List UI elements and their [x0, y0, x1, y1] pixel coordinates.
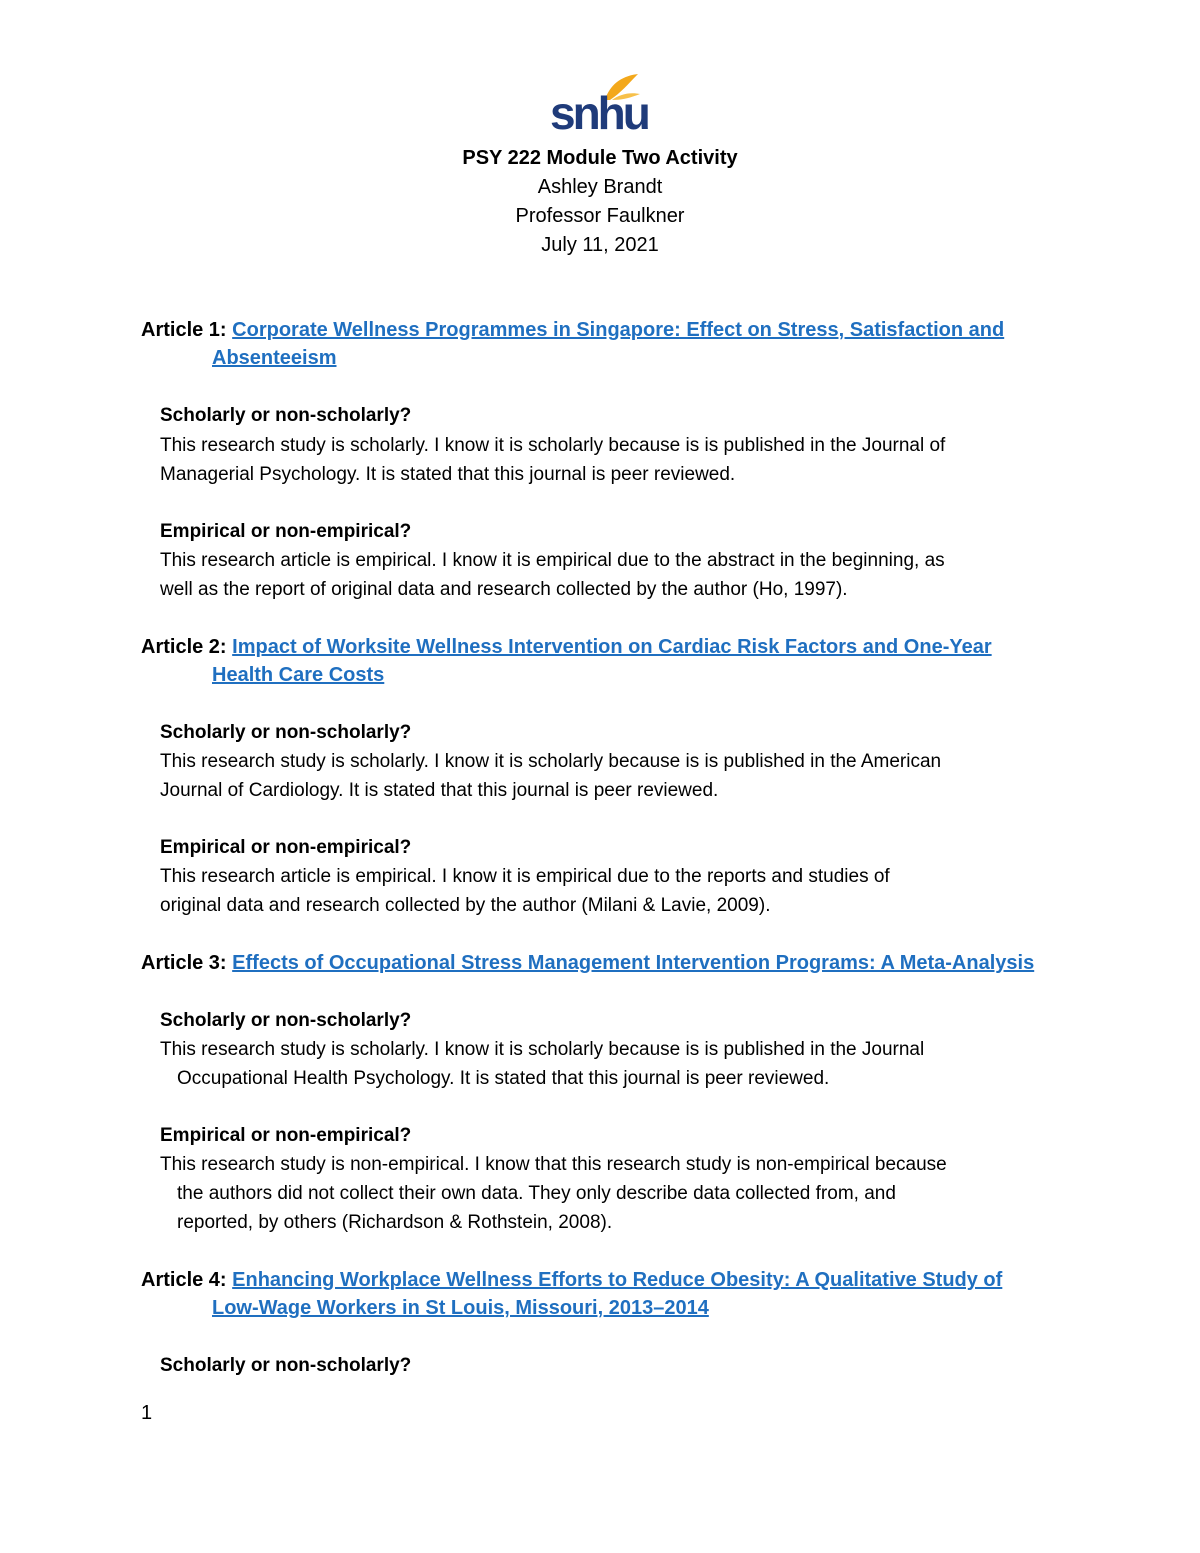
answer-line: Managerial Psychology. It is stated that this journal is peer reviewed. [160, 464, 736, 485]
article-2-link-line2[interactable]: Health Care Costs [212, 664, 385, 686]
snhu-logo [550, 72, 650, 138]
answer-empirical [160, 862, 1060, 920]
article-label: Article 2: [141, 636, 227, 658]
answer-line: Occupational Health Psychology. It is stated that this journal is peer reviewed. [177, 1068, 830, 1089]
article-4-link[interactable]: Enhancing Workplace Wellness Efforts to Reduce Obesity: A Qualitative Study of [232, 1269, 1003, 1291]
document-title: PSY 222 Module Two Activity [462, 147, 738, 169]
answer-line: Journal of Cardiology. It is stated that this journal is peer reviewed. [160, 780, 719, 801]
article-1-heading [141, 316, 1004, 344]
article-label: Article 3: [141, 952, 227, 974]
article-label: Article 4: [141, 1269, 227, 1291]
author-name: Ashley Brandt [537, 176, 663, 198]
answer-empirical [160, 1150, 1060, 1237]
document-header [0, 144, 1200, 260]
answer-line: This research article is empirical. I know it is empirical due to the abstract in the beginning, as [160, 550, 945, 571]
article-1-link[interactable]: Corporate Wellness Programmes in Singapore: Effect on Stress, Satisfaction and [232, 319, 1005, 341]
article-2-link[interactable]: Impact of Worksite Wellness Intervention on Cardiac Risk Factors and One-Year [232, 636, 992, 658]
question-empirical: Empirical or non-empirical? [160, 837, 412, 858]
answer-scholarly [160, 1035, 1060, 1093]
answer-line: This research study is scholarly. I know it is scholarly because is is published in the Journal of [160, 435, 946, 456]
professor-name: Professor Faulkner [515, 205, 685, 227]
answer-empirical [160, 546, 1060, 604]
article-label: Article 1: [141, 319, 227, 341]
answer-line: This research study is scholarly. I know it is scholarly because is is published in the Journal [160, 1039, 925, 1060]
question-scholarly: Scholarly or non-scholarly? [160, 405, 412, 426]
answer-line: well as the report of original data and research collected by the author (Ho, 1997). [160, 579, 848, 600]
article-3-heading [141, 949, 1034, 977]
question-empirical: Empirical or non-empirical? [160, 1125, 412, 1146]
question-scholarly: Scholarly or non-scholarly? [160, 722, 412, 743]
answer-scholarly [160, 431, 1060, 489]
page-number: 1 [141, 1402, 153, 1424]
article-2-heading [141, 633, 992, 661]
article-2-link-cont [212, 661, 384, 689]
question-scholarly: Scholarly or non-scholarly? [160, 1355, 412, 1376]
answer-line: This research article is empirical. I know it is empirical due to the reports and studies of [160, 866, 890, 887]
document-date: July 11, 2021 [541, 234, 659, 256]
answer-scholarly [160, 747, 1060, 805]
answer-line: This research study is non-empirical. I know that this research study is non-empirical because [160, 1154, 947, 1175]
article-3-link[interactable]: Effects of Occupational Stress Management Intervention Programs: A Meta-Analysis [232, 952, 1035, 974]
logo-wordmark: snhu [550, 87, 648, 139]
question-empirical: Empirical or non-empirical? [160, 521, 412, 542]
answer-line: reported, by others (Richardson & Rothstein, 2008). [177, 1212, 613, 1233]
article-4-heading [141, 1266, 1002, 1294]
answer-line: the authors did not collect their own data. They only describe data collected from, and [177, 1183, 896, 1204]
article-1-link-cont [212, 344, 337, 372]
article-1-link-line2[interactable]: Absenteeism [212, 347, 337, 369]
question-scholarly: Scholarly or non-scholarly? [160, 1010, 412, 1031]
article-4-link-cont [212, 1294, 709, 1322]
answer-line: This research study is scholarly. I know it is scholarly because is is published in the American [160, 751, 942, 772]
article-4-link-line2[interactable]: Low-Wage Workers in St Louis, Missouri, 2013–2014 [212, 1297, 709, 1319]
answer-line: original data and research collected by the author (Milani & Lavie, 2009). [160, 895, 771, 916]
